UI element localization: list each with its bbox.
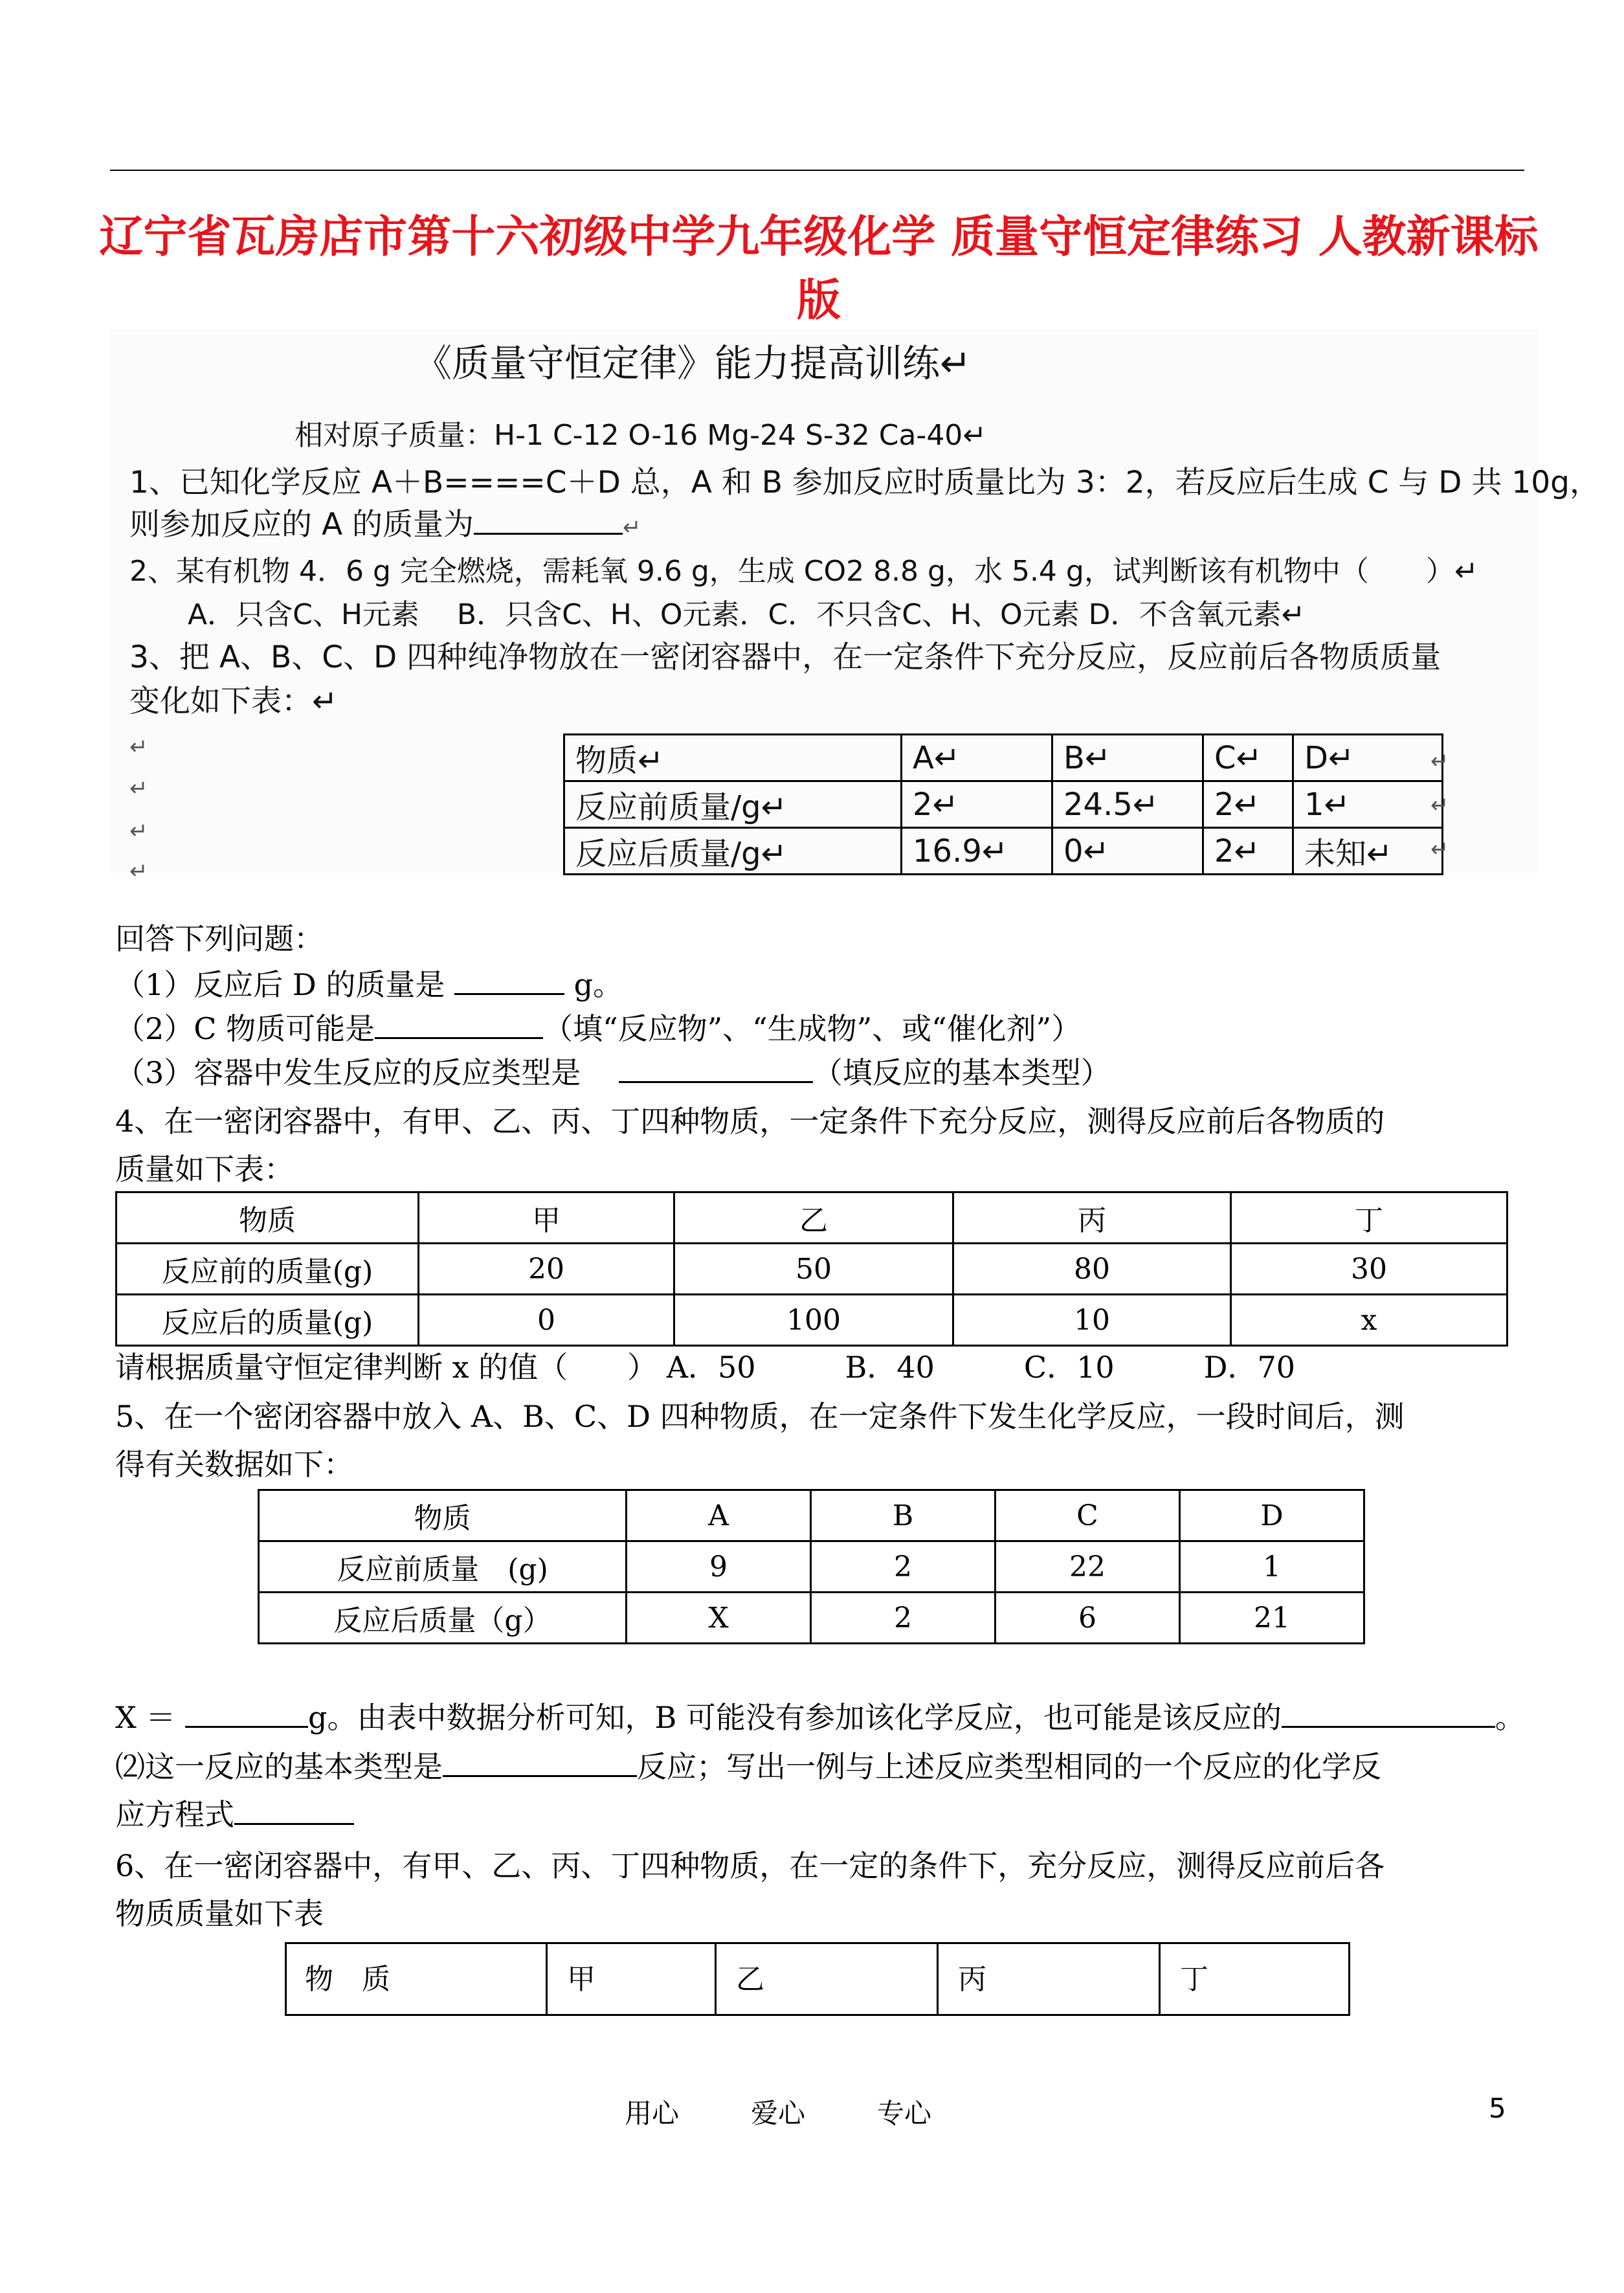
question-5-table: [258, 1489, 1365, 1644]
table-cell: 物质: [259, 1490, 627, 1541]
table-cell: B↵: [1052, 735, 1203, 781]
table-cell: 乙: [674, 1192, 953, 1244]
table-row: [564, 828, 1443, 875]
table-cell: 物 质: [286, 1943, 547, 2015]
question-2-options: A．只含C、H元素 B．只含C、H、O元素．C．不只含C、H、O元素 D．不含氧元素↵: [188, 598, 1306, 631]
question-3-line-1: 3、把 A、B、C、D 四种纯净物放在一密闭容器中，在一定条件下充分反应，反应前后各物质质量: [129, 640, 1441, 675]
paragraph-mark: ↵: [129, 858, 148, 884]
table-row: [259, 1541, 1364, 1593]
sentence-end: 。: [1495, 1700, 1525, 1735]
table-cell: 50: [674, 1244, 953, 1295]
answer-blank[interactable]: [234, 1793, 354, 1825]
table-cell: 未知↵: [1293, 828, 1443, 875]
table-row: [117, 1244, 1507, 1295]
q3-part-2-text: （2）C 物质可能是: [115, 1011, 375, 1046]
question-6-line-2: 物质质量如下表: [115, 1896, 324, 1931]
table-cell: 丁: [1231, 1192, 1507, 1244]
table-cell: 反应前质量/g↵: [564, 781, 902, 828]
question-4-options: 请根据质量守恒定律判断 x 的值（ ） A．50 B．40 C．10 D．70: [115, 1350, 1296, 1385]
question-5-line-4: [115, 1745, 1381, 1787]
table-cell: 反应后质量（g）: [259, 1593, 627, 1644]
table-cell: 24.5↵: [1052, 781, 1203, 828]
table-cell: 2↵: [1203, 828, 1293, 875]
q3-part-3-hint: （填反应的基本类型）: [812, 1055, 1111, 1090]
paragraph-mark: ↵: [129, 776, 148, 801]
answer-blank[interactable]: [1282, 1696, 1495, 1728]
question-1-line-2: [129, 500, 641, 544]
scan-heading: 《质量守恒定律》能力提高训练↵: [414, 341, 972, 385]
q3-part-2: [115, 1007, 1081, 1049]
table-cell: 80: [953, 1244, 1231, 1295]
table-row: [564, 735, 1443, 781]
table-cell: 21: [1180, 1593, 1364, 1644]
paragraph-mark: ↵: [1430, 792, 1449, 818]
table-cell: 反应前质量 (g): [259, 1541, 627, 1593]
question-4-table: [115, 1191, 1508, 1347]
answer-blank[interactable]: [185, 1696, 308, 1728]
question-1-text: 则参加反应的 A 的质量为: [129, 507, 474, 542]
table-cell: 6: [996, 1593, 1180, 1644]
atomic-masses: 相对原子质量：H-1 C-12 O-16 Mg-24 S-32 Ca-40↵: [295, 419, 987, 452]
question-6-table: [285, 1942, 1350, 2016]
table-cell: C: [996, 1490, 1180, 1541]
page-number: 5: [1489, 2092, 1506, 2124]
q3-part-1-text: （1）反应后 D 的质量是: [115, 967, 445, 1002]
table-cell: 物质: [117, 1192, 419, 1244]
table-cell: 0: [419, 1295, 674, 1346]
question-3-line-2: 变化如下表：↵: [129, 684, 338, 719]
table-row: [286, 1943, 1350, 2015]
question-5-text: g。由表中数据分析可知，B 可能没有参加该化学反应，也可能是该反应的: [308, 1700, 1282, 1735]
table-cell: 9: [627, 1541, 811, 1593]
q3-part-1-unit: g。: [573, 967, 623, 1002]
answer-blank[interactable]: [454, 963, 564, 995]
table-cell: x: [1231, 1295, 1507, 1346]
question-5-line-3: [115, 1696, 1525, 1738]
question-5-line-1: 5、在一个密闭容器中放入 A、B、C、D 四种物质，在一定条件下发生化学反应，一段时间后，测: [115, 1399, 1405, 1434]
table-cell: 2↵: [902, 781, 1052, 828]
question-4-line-1: 4、在一密闭容器中，有甲、乙、丙、丁四种物质，一定条件下充分反应，测得反应前后各物质的: [115, 1104, 1385, 1139]
q3-part-3: [115, 1051, 1111, 1093]
table-cell: 100: [674, 1295, 953, 1346]
table-cell: D: [1180, 1490, 1364, 1541]
scan-data-table: [563, 733, 1443, 875]
table-cell: 物质↵: [564, 735, 902, 781]
table-cell: A: [627, 1490, 811, 1541]
header-rule: [110, 170, 1524, 171]
footer-text-1: 用心: [625, 2097, 680, 2129]
table-cell: 乙: [716, 1943, 938, 2015]
table-cell: X: [627, 1593, 811, 1644]
table-cell: B: [811, 1490, 996, 1541]
answer-blank[interactable]: [443, 1745, 637, 1777]
paragraph-mark: ↵: [1430, 836, 1449, 862]
table-cell: D↵: [1293, 735, 1443, 781]
paragraph-mark: ↵: [1430, 748, 1449, 774]
paragraph-mark: ↵: [623, 515, 641, 541]
answer-intro: 回答下列问题：: [115, 921, 324, 956]
table-cell: 1: [1180, 1541, 1364, 1593]
table-cell: 甲: [419, 1192, 674, 1244]
question-5-part-2-text: ⑵这一反应的基本类型是: [115, 1749, 443, 1784]
question-5-part-2-text-cont: 反应；写出一例与上述反应类型相同的一个反应的化学反: [637, 1749, 1381, 1784]
paragraph-mark: ↵: [129, 734, 148, 760]
question-5-line-2: 得有关数据如下：: [115, 1447, 353, 1482]
table-cell: 2: [811, 1593, 996, 1644]
question-1-line-1: 1、已知化学反应 A＋B====C＋D 总，A 和 B 参加反应时质量比为 3：2，若反应后生成 C 与 D 共 10g，: [129, 465, 1601, 500]
q3-part-3-text: （3）容器中发生反应的反应类型是: [115, 1055, 581, 1090]
table-cell: 1↵: [1293, 781, 1443, 828]
table-cell: 10: [953, 1295, 1231, 1346]
table-cell: 丁: [1160, 1943, 1350, 2015]
table-cell: 20: [419, 1244, 674, 1295]
table-cell: 2↵: [1203, 781, 1293, 828]
table-cell: 丙: [953, 1192, 1231, 1244]
table-cell: 反应后的质量(g): [117, 1295, 419, 1346]
document-title: 辽宁省瓦房店市第十六初级中学九年级化学 质量守恒定律练习 人教新课标版: [99, 212, 1539, 326]
answer-blank[interactable]: [474, 504, 623, 535]
table-cell: 2: [811, 1541, 996, 1593]
answer-blank[interactable]: [619, 1051, 813, 1083]
question-2: 2、某有机物 4．6 g 完全燃烧，需耗氧 9.6 g，生成 CO2 8.8 g，水 5.4 g，试判断该有机物中（ ）↵: [129, 555, 1478, 588]
table-cell: 丙: [938, 1943, 1160, 2015]
table-cell: 0↵: [1052, 828, 1203, 875]
table-cell: 反应前的质量(g): [117, 1244, 419, 1295]
paragraph-mark: ↵: [129, 818, 148, 844]
x-equals-label: X ＝: [115, 1700, 176, 1735]
table-cell: 30: [1231, 1244, 1507, 1295]
footer-text-2: 爱心: [751, 2097, 806, 2129]
table-row: [117, 1295, 1507, 1346]
table-row: [564, 781, 1443, 828]
question-4-line-2: 质量如下表：: [115, 1152, 294, 1187]
table-cell: 22: [996, 1541, 1180, 1593]
table-cell: 甲: [547, 1943, 716, 2015]
q3-part-1: [115, 963, 623, 1005]
q3-part-2-hint: （填“反应物”、“生成物”、或“催化剂”）: [543, 1011, 1082, 1046]
table-row: [259, 1490, 1364, 1541]
table-row: [117, 1192, 1507, 1244]
table-cell: A↵: [902, 735, 1052, 781]
question-5-line-5: [115, 1793, 354, 1835]
table-cell: 反应后质量/g↵: [564, 828, 902, 875]
question-6-line-1: 6、在一密闭容器中，有甲、乙、丙、丁四种物质，在一定的条件下，充分反应，测得反应前后各: [115, 1848, 1385, 1883]
table-cell: C↵: [1203, 735, 1293, 781]
table-cell: 16.9↵: [902, 828, 1052, 875]
scanned-exercise-image: [110, 329, 1601, 884]
answer-blank[interactable]: [375, 1007, 543, 1039]
equation-label: 应方程式: [115, 1797, 234, 1832]
table-row: [259, 1593, 1364, 1644]
footer-text-3: 专心: [877, 2097, 932, 2129]
